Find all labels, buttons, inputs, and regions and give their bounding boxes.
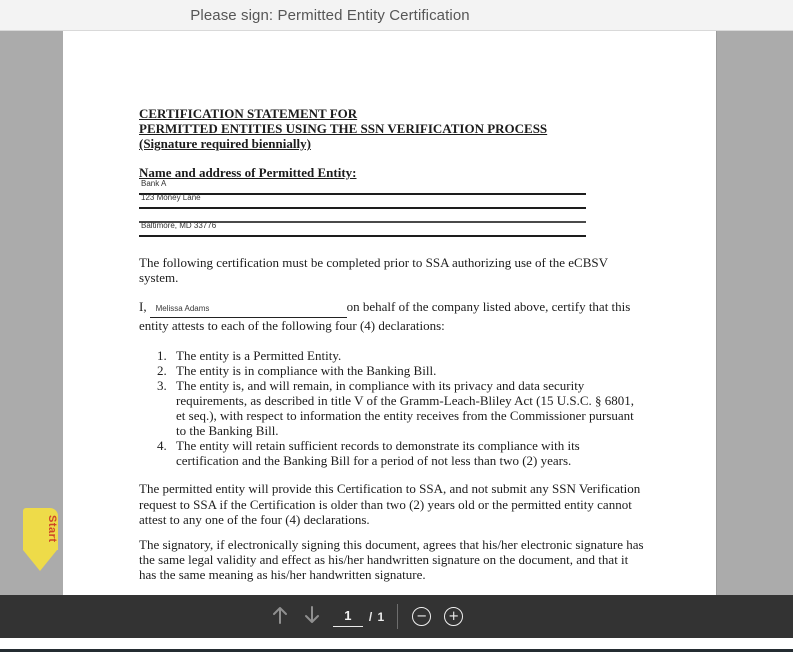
document-toolbar [0, 595, 793, 638]
heading-line-3: (Signature required biennially) [139, 136, 311, 152]
heading-line-1: CERTIFICATION STATEMENT FOR [139, 106, 358, 121]
list-item [157, 378, 647, 438]
page-number-input[interactable] [333, 606, 363, 627]
arrow-up-icon [271, 604, 289, 629]
entity-name-value: Bank A [141, 179, 167, 189]
entity-fields [139, 181, 586, 237]
zoom-in-button[interactable] [444, 607, 463, 626]
start-tab-label: Start [46, 515, 58, 543]
heading-line-2: PERMITTED ENTITIES USING THE SSN VERIFICATION PROCESS [139, 121, 548, 137]
certify-prefix: I, [139, 299, 147, 315]
address-city-value: Baltimore, MD 33776 [141, 221, 217, 231]
closing-paragraph-1: The permitted entity will provide this Certification to SSA, and not submit any SSN Verification request to SSA if the Certification is older than two (2) years old or the permitted entity cannot attest to any one of the four (4) declarations. [139, 481, 641, 527]
item-text: The entity is a Permitted Entity. [176, 347, 342, 363]
minus-icon: − [416, 609, 428, 624]
certification-sentence [139, 299, 647, 332]
intro-paragraph: The following certification must be completed prior to SSA authorizing use of the eCBSV system. [139, 255, 608, 286]
next-page-button[interactable] [303, 606, 321, 628]
plus-icon: + [448, 609, 460, 624]
item-number: 1. [157, 347, 167, 363]
signatory-name-field[interactable] [150, 299, 347, 317]
item-text: The entity is, and will remain, in compliance with its privacy and data security requirements, as described in title V of the Gramm-Leach-Bliley Act (15 U.S.C. § 6801, et seq.), with respect to information the entity receives from the Commissioner pursuant to the Banking Bill. [176, 377, 635, 439]
page-title: Please sign: Permitted Entity Certification [190, 6, 470, 24]
certify-suffix: on behalf of the company listed above, certify that this entity attests to each of the following four (4) declarations: [139, 299, 631, 333]
start-signing-tab[interactable] [23, 508, 58, 571]
document-body [139, 106, 647, 582]
address-street-value: 123 Money Lane [141, 193, 201, 203]
item-text: The entity is in compliance with the Banking Bill. [176, 362, 437, 378]
signatory-name-value: Melissa Adams [155, 304, 210, 314]
name-address-label: Name and address of Permitted Entity: [139, 165, 357, 181]
item-number: 3. [157, 377, 167, 393]
start-tab-arrow-icon [23, 550, 57, 571]
list-item [157, 348, 647, 363]
document-heading [139, 106, 647, 151]
window-footer-gap [0, 638, 793, 649]
entity-name-field[interactable] [139, 181, 586, 195]
zoom-out-button[interactable] [412, 607, 431, 626]
list-item [157, 438, 647, 468]
arrow-down-icon [303, 604, 321, 629]
item-text: The entity will retain sufficient records to demonstrate its compliance with its certification and the Banking Bill for a period of not less than two (2) years. [176, 438, 580, 469]
address-city-field[interactable] [139, 223, 586, 237]
item-number: 4. [157, 438, 167, 454]
closing-paragraph-2: The signatory, if electronically signing this document, agrees that his/her electronic signature has the same legal validity and effect as his/her handwritten signature on the document, and that it has the same meaning as his/her handwritten signature. [139, 536, 644, 582]
pdf-page [63, 31, 716, 595]
declarations-list [139, 348, 647, 469]
address-street-field[interactable] [139, 195, 586, 209]
previous-page-button[interactable] [271, 606, 289, 628]
title-bar [0, 0, 793, 31]
toolbar-divider [397, 604, 398, 629]
list-item [157, 363, 647, 378]
page-total-label: / 1 [368, 609, 386, 624]
item-number: 2. [157, 362, 167, 378]
